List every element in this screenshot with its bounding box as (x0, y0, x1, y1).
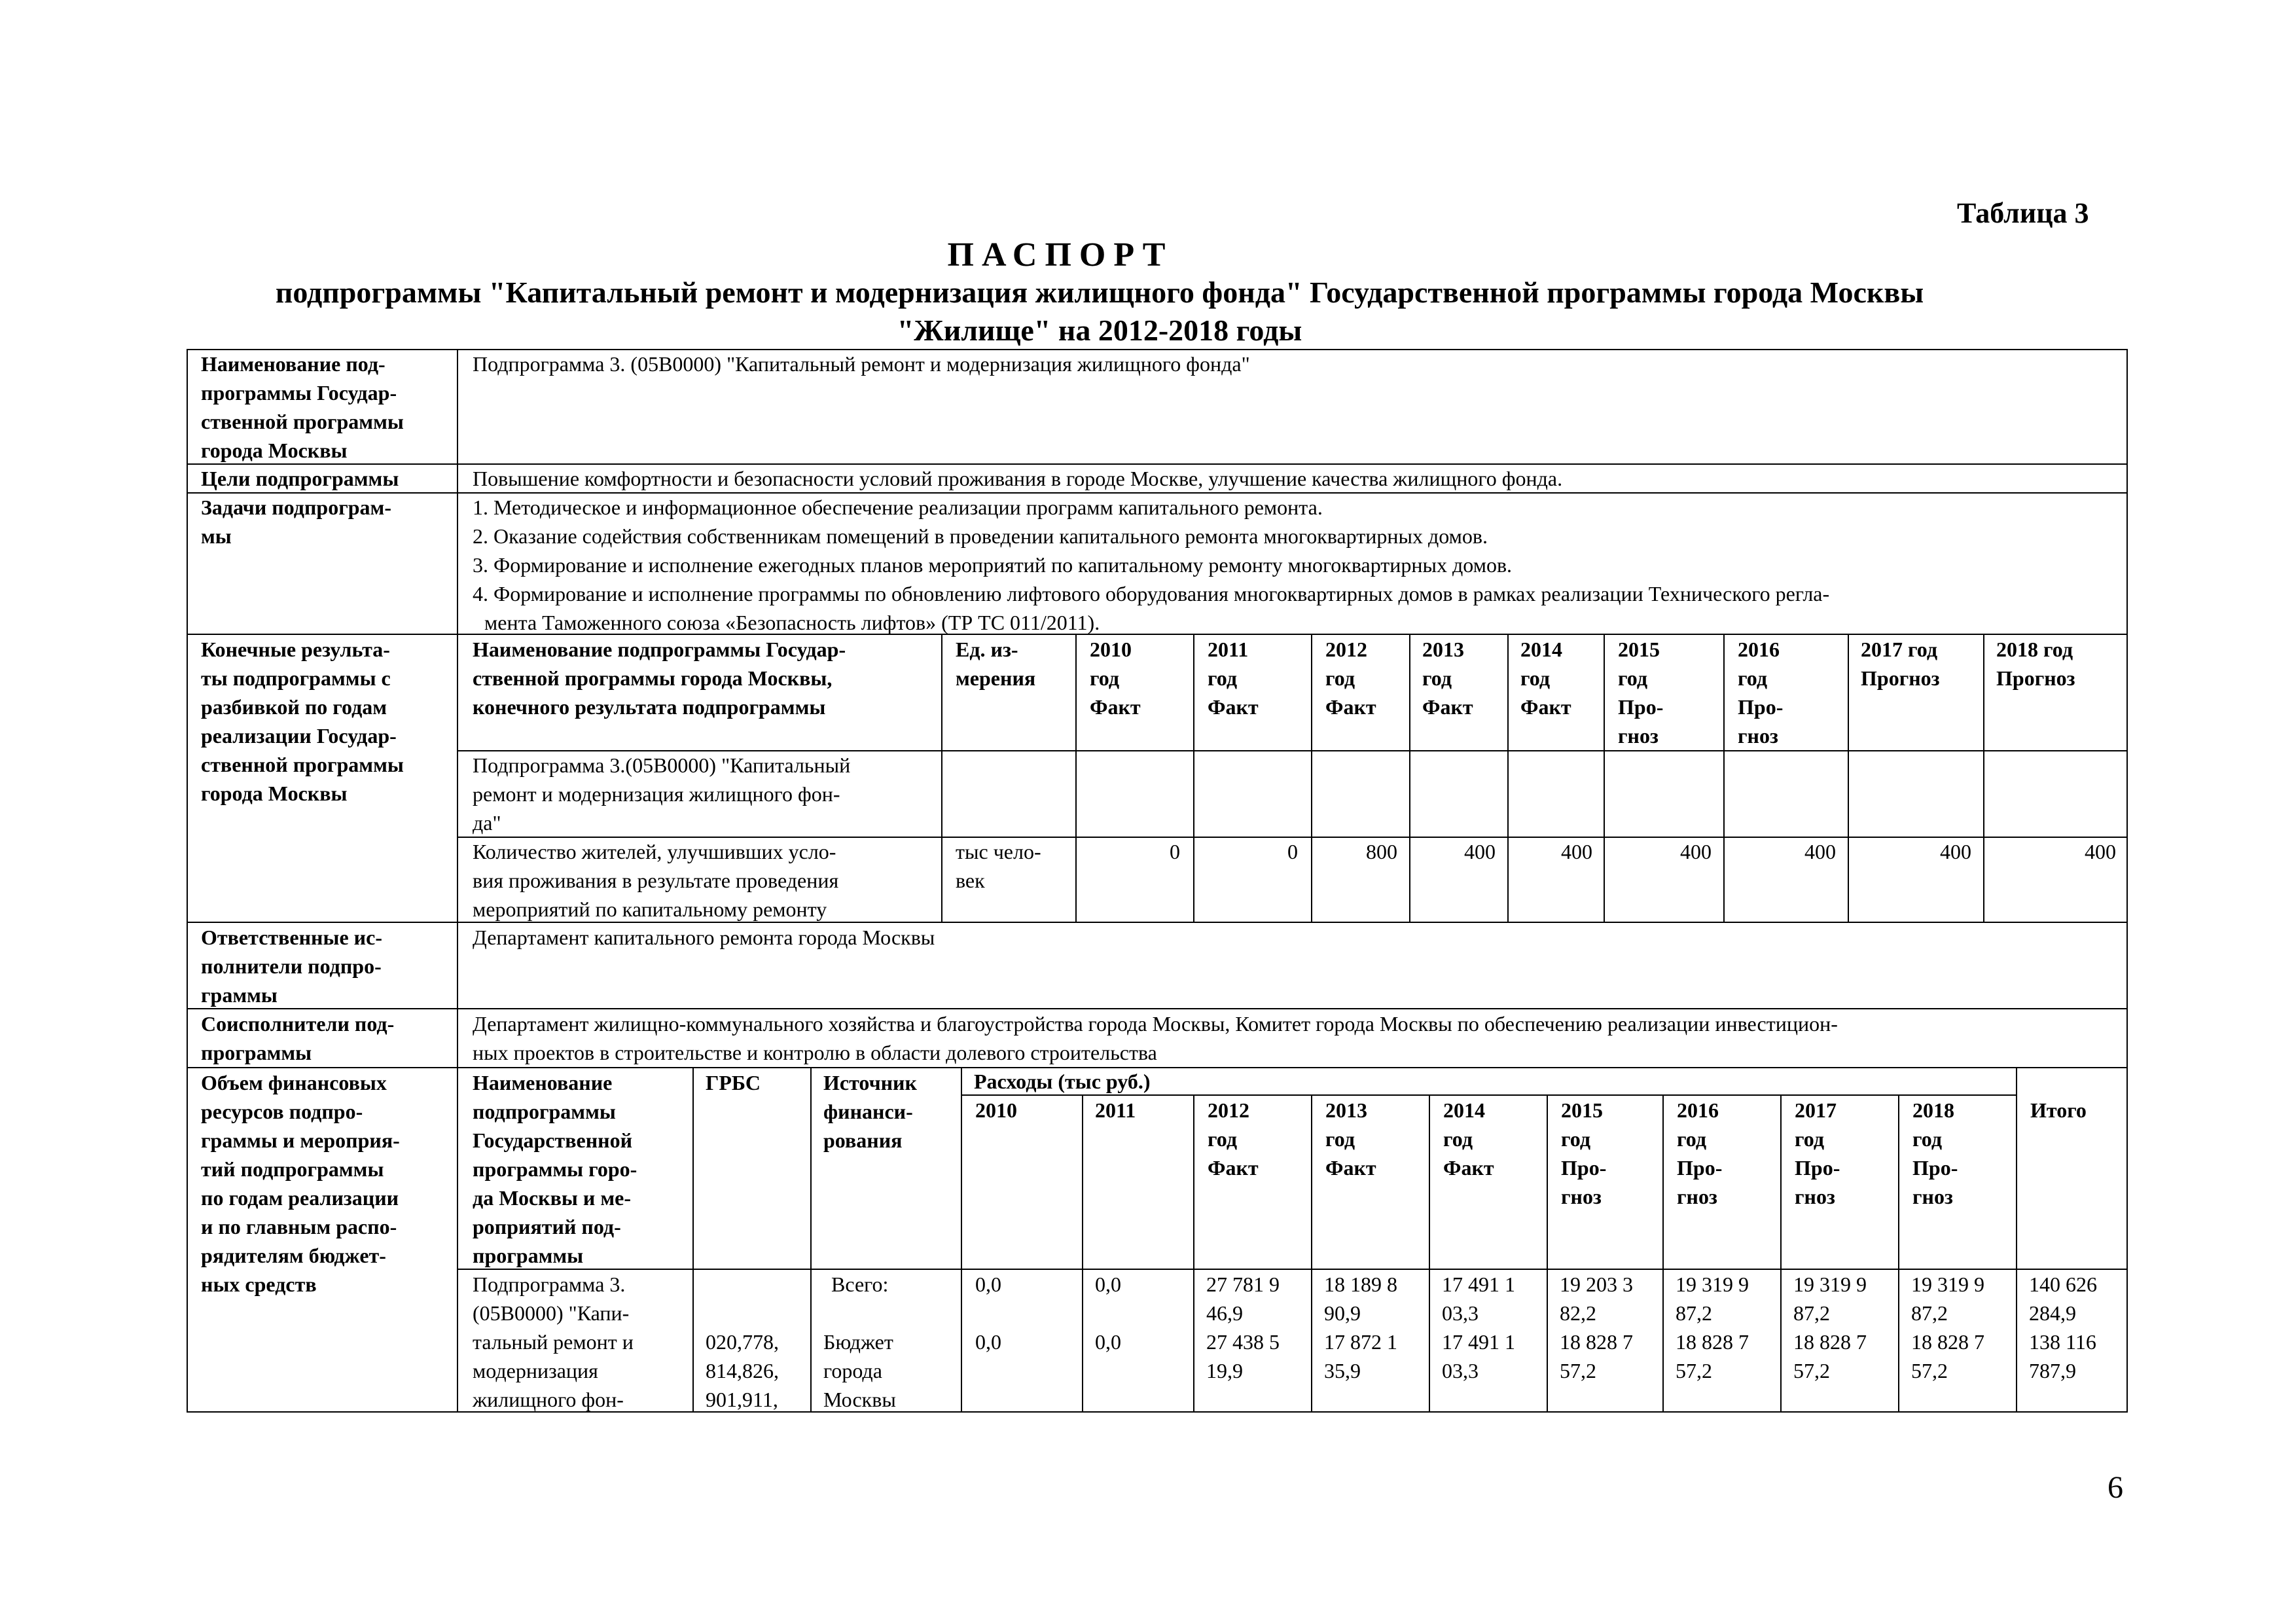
table-divider (692, 1067, 694, 1413)
finance-total-2010: 0,0 (975, 1272, 1001, 1296)
results-value-2012: 800 (1366, 840, 1397, 863)
results-header-2013: 2013 год Факт (1422, 638, 1473, 719)
list-item: 3. Формирование и исполнение ежегодных планов мероприятий по капитальному ремонту многоквартирных домов. (473, 553, 1513, 577)
row-label-finance: Объем финансовых ресурсов подпро- граммы и мероприя- тий подпрограммы по годам реализации и по главным распо- рядителям бюджет- ных средств (201, 1071, 400, 1296)
finance-total-2016: 19 319 9 87,2 (1676, 1272, 1749, 1325)
list-item: 4. Формирование и исполнение программы по обновлению лифтового оборудования многоквартирных домов в рамках реализации Технического регла- (473, 582, 1830, 605)
executors-value: Департамент капитального ремонта города Москвы (473, 926, 935, 949)
row-label-coexecutors: Соисполнители под- программы (201, 1012, 395, 1064)
table-divider (1662, 1094, 1664, 1413)
page-subtitle-line-1: подпрограммы "Капитальный ремонт и модернизация жилищного фонда" Государственной программы города Москвы (275, 276, 1924, 309)
finance-total-2013: 18 189 8 90,9 (1324, 1272, 1397, 1325)
results-value-2017: 400 (1940, 840, 1971, 863)
results-value-2013: 400 (1464, 840, 1496, 863)
finance-budget-2010: 0,0 (975, 1330, 1001, 1354)
table-divider (810, 1067, 812, 1413)
row-label-results: Конечные результа- ты подпрограммы с разбивкой по годам реализации Государ- ственной программы города Москвы (201, 638, 404, 805)
finance-budget-2015: 18 828 7 57,2 (1560, 1330, 1633, 1382)
table-divider (1429, 1094, 1430, 1413)
list-item: 2. Оказание содействия собственникам помещений в проведении капитального ремонта многоквартирных домов. (473, 524, 1488, 548)
results-header-2010: 2010 год Факт (1090, 638, 1141, 719)
finance-total-2011: 0,0 (1095, 1272, 1121, 1296)
results-header-unit: Ед. из- мерения (956, 638, 1036, 690)
results-header-2014: 2014 год Факт (1520, 638, 1571, 719)
results-header-2018: 2018 год Прогноз (1996, 638, 2075, 690)
finance-header-total: Итого (2030, 1098, 2087, 1122)
table-divider (1507, 634, 1509, 922)
results-value-2014: 400 (1561, 840, 1592, 863)
page-title: ПАСПОРТ (947, 236, 1174, 274)
finance-total-2018: 19 319 9 87,2 (1911, 1272, 1984, 1325)
table-divider (1075, 634, 1077, 922)
finance-total-2015: 19 203 3 82,2 (1560, 1272, 1633, 1325)
finance-budget-2012: 27 438 5 19,9 (1206, 1330, 1280, 1382)
finance-header-expenses: Расходы (тыс руб.) (974, 1070, 1151, 1093)
table-divider (457, 1269, 2128, 1270)
results-indicator-unit: тыс чело- век (956, 840, 1041, 892)
finance-program-name: Подпрограмма 3. (05В0000) "Капи- тальный ремонт и модернизация жилищного фон- (473, 1272, 634, 1411)
row-label-goals: Цели подпрограммы (201, 467, 399, 490)
finance-total-sum: 140 626 284,9 (2029, 1272, 2097, 1325)
table-divider (1193, 634, 1194, 922)
results-header-name: Наименование подпрограммы Государ- ственной программы города Москвы, конечного результата подпрограммы (473, 638, 846, 719)
results-header-2016: 2016 год Про- гноз (1738, 638, 1784, 748)
finance-source-budget: Бюджет города Москвы (823, 1330, 896, 1411)
results-header-2015: 2015 год Про- гноз (1618, 638, 1664, 748)
tasks-list (473, 493, 1829, 637)
table-divider (1409, 634, 1410, 922)
finance-grbs-codes: 020,778, 814,826, 901,911, (706, 1330, 779, 1411)
finance-source-total: Всего: (831, 1272, 889, 1296)
results-indicator-name: Количество жителей, улучшивших усло- вия проживания в результате проведения мероприятий по капитальному ремонту (473, 840, 839, 921)
row-label-name: Наименование под- программы Государ- ственной программы города Москвы (201, 352, 404, 462)
finance-total-2017: 19 319 9 87,2 (1793, 1272, 1867, 1325)
table-divider (941, 634, 942, 922)
results-value-2016: 400 (1804, 840, 1836, 863)
finance-header-source: Источник финанси- рования (823, 1071, 917, 1152)
finance-header-2012: 2012 год Факт (1208, 1098, 1259, 1180)
finance-total-2014: 17 491 1 03,3 (1442, 1272, 1515, 1325)
row-label-tasks: Задачи подпрограм- мы (201, 496, 391, 548)
table-divider (1983, 634, 1984, 922)
table-divider (2016, 1067, 2017, 1413)
finance-header-grbs: ГРБС (706, 1071, 761, 1094)
finance-budget-2018: 18 828 7 57,2 (1911, 1330, 1984, 1382)
results-header-2017: 2017 год Прогноз (1861, 638, 1940, 690)
table-divider (1311, 1094, 1312, 1413)
finance-header-2015: 2015 год Про- гноз (1561, 1098, 1607, 1208)
results-value-2010: 0 (1170, 840, 1180, 863)
results-value-2015: 400 (1680, 840, 1712, 863)
table-divider (1780, 1094, 1782, 1413)
finance-total-2012: 27 781 9 46,9 (1206, 1272, 1280, 1325)
finance-budget-sum: 138 116 787,9 (2029, 1330, 2096, 1382)
finance-budget-2016: 18 828 7 57,2 (1676, 1330, 1749, 1382)
results-value-2018: 400 (2085, 840, 2116, 863)
finance-header-2011: 2011 (1095, 1098, 1136, 1122)
finance-header-2016: 2016 год Про- гноз (1677, 1098, 1723, 1208)
table-divider (1547, 1094, 1548, 1413)
finance-header-name: Наименование подпрограммы Государственной программы горо- да Москвы и ме- роприятий под- программы (473, 1071, 637, 1267)
table-divider (1898, 1094, 1899, 1413)
table-divider (1604, 634, 1605, 922)
finance-header-2018: 2018 год Про- гноз (1912, 1098, 1958, 1208)
row-label-executors: Ответственные ис- полнители подпро- граммы (201, 926, 382, 1007)
coexecutors-value: Департамент жилищно-коммунального хозяйства и благоустройства города Москвы, Комитет города Москвы по обеспечению реализации инвестицион- ных проектов в строительстве и контролю в области долевого строительства (473, 1012, 1838, 1064)
table-divider (1311, 634, 1312, 922)
results-header-2011: 2011 год Факт (1208, 638, 1259, 719)
table-divider (1193, 1094, 1194, 1413)
finance-budget-2017: 18 828 7 57,2 (1793, 1330, 1867, 1382)
subprogram-name-value: Подпрограмма 3. (05В0000) "Капитальный ремонт и модернизация жилищного фонда" (473, 352, 1250, 376)
table-divider (457, 349, 458, 1413)
finance-budget-2013: 17 872 1 35,9 (1324, 1330, 1397, 1382)
table-divider (1082, 1094, 1083, 1413)
results-subprogram-name: Подпрограмма 3.(05В0000) "Капитальный ремонт и модернизация жилищного фон- да" (473, 753, 851, 835)
list-item: мента Таможенного союза «Безопасность лифтов» (ТР ТС 011/2011). (484, 611, 1100, 634)
table-divider (1723, 634, 1725, 922)
page-subtitle-line-2: "Жилище" на 2012-2018 годы (897, 314, 1302, 347)
results-header-2012: 2012 год Факт (1325, 638, 1376, 719)
finance-budget-2011: 0,0 (1095, 1330, 1121, 1354)
results-value-2011: 0 (1287, 840, 1298, 863)
page-number: 6 (2108, 1470, 2123, 1505)
finance-header-2010: 2010 (975, 1098, 1017, 1122)
table-divider (961, 1067, 962, 1413)
finance-header-2014: 2014 год Факт (1443, 1098, 1494, 1180)
finance-header-2013: 2013 год Факт (1325, 1098, 1376, 1180)
goals-value: Повышение комфортности и безопасности условий проживания в городе Москве, улучшение качества жилищного фонда. (473, 467, 1563, 490)
finance-header-2017: 2017 год Про- гноз (1795, 1098, 1840, 1208)
list-item: 1. Методическое и информационное обеспечение реализации программ капитального ремонта. (473, 496, 1323, 519)
table-divider (1848, 634, 1849, 922)
finance-budget-2014: 17 491 1 03,3 (1442, 1330, 1515, 1382)
table-label: Таблица 3 (1957, 197, 2089, 229)
